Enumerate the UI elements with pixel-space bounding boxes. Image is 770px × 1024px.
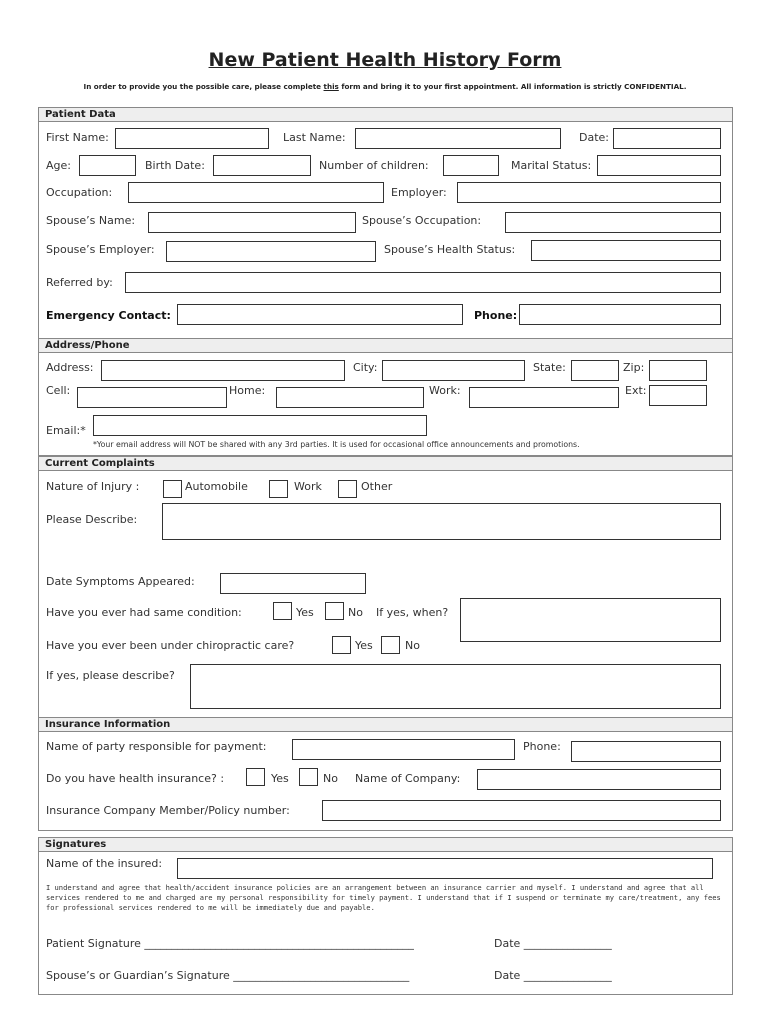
age-label: Age: [46,159,71,172]
state-field[interactable] [571,360,619,381]
employer-field[interactable] [457,182,721,203]
chiropractic-no-label: No [405,639,420,652]
other-injury-label: Other [361,480,393,493]
birth-date-label: Birth Date: [145,159,205,172]
home-label: Home: [229,384,266,397]
ext-field[interactable] [649,385,707,406]
cell-field[interactable] [77,387,227,408]
work-phone-label: Work: [429,384,461,397]
same-condition-yes-checkbox[interactable] [273,602,292,620]
insurance-no-checkbox[interactable] [299,768,318,786]
spouse-occupation-field[interactable] [505,212,721,233]
insured-name-field[interactable] [177,858,713,879]
if-yes-when-label: If yes, when? [376,606,449,619]
chiropractic-yes-label: Yes [355,639,373,652]
guardian-signature-date[interactable]: Date ________________ [494,969,612,982]
first-name-label: First Name: [46,131,109,144]
marital-status-field[interactable] [597,155,721,176]
please-describe-label: Please Describe: [46,513,138,526]
chiropractic-no-checkbox[interactable] [381,636,400,654]
form-title: New Patient Health History Form [208,49,562,71]
current-complaints-header: Current Complaints [39,457,732,471]
cell-label: Cell: [46,384,71,397]
automobile-checkbox[interactable] [163,480,182,498]
work-injury-checkbox[interactable] [269,480,288,498]
birth-date-field[interactable] [213,155,311,176]
email-note: *Your email address will NOT be shared with any 3rd parties. It is used for occasional office announcements and promotions. [93,440,580,449]
same-condition-yes-label: Yes [296,606,314,619]
address-phone-section [38,338,733,456]
spouse-occupation-label: Spouse’s Occupation: [362,214,482,227]
ext-label: Ext: [625,384,647,397]
chiropractic-yes-checkbox[interactable] [332,636,351,654]
work-injury-label: Work [294,480,322,493]
patient-data-header: Patient Data [39,108,732,122]
policy-number-field[interactable] [322,800,721,821]
state-label: State: [533,361,566,374]
chiropractic-care-label: Have you ever been under chiropractic care? [46,639,295,652]
zip-label: Zip: [623,361,645,374]
address-field[interactable] [101,360,345,381]
emergency-phone-label: Phone: [474,309,518,322]
responsible-party-field[interactable] [292,739,515,760]
signatures-header: Signatures [39,838,732,852]
insurance-section [38,717,733,831]
policy-number-label: Insurance Company Member/Policy number: [46,804,290,817]
emergency-contact-field[interactable] [177,304,463,325]
spouse-name-label: Spouse’s Name: [46,214,136,227]
insurance-company-field[interactable] [477,769,721,790]
city-field[interactable] [382,360,525,381]
subtitle-text-end: form and bring it to your first appointment. All information is strictly CONFIDENTIAL. [338,82,687,91]
other-injury-checkbox[interactable] [338,480,357,498]
nature-of-injury-label: Nature of Injury : [46,480,140,493]
subtitle-text: In order to provide you the possible care, please complete [83,82,324,91]
age-field[interactable] [79,155,136,176]
city-label: City: [353,361,378,374]
insurance-no-label: No [323,772,338,785]
occupation-field[interactable] [128,182,384,203]
insurance-header: Insurance Information [39,718,732,732]
date-symptoms-field[interactable] [220,573,366,594]
patient-signature-date[interactable]: Date ________________ [494,937,612,950]
work-phone-field[interactable] [469,387,619,408]
referred-by-field[interactable] [125,272,721,293]
have-insurance-label: Do you have health insurance? : [46,772,225,785]
spouse-name-field[interactable] [148,212,356,233]
address-label: Address: [46,361,94,374]
responsible-party-label: Name of party responsible for payment: [46,740,267,753]
insurance-phone-label: Phone: [523,740,561,753]
patient-signature-line[interactable]: Patient Signature _________________________________________________ [46,937,414,950]
children-field[interactable] [443,155,499,176]
spouse-health-field[interactable] [531,240,721,261]
if-yes-when-field[interactable] [460,598,721,642]
first-name-field[interactable] [115,128,269,149]
subtitle-emphasis: this [323,82,339,91]
employer-label: Employer: [391,186,447,199]
same-condition-no-label: No [348,606,363,619]
current-complaints-section [38,456,733,718]
emergency-phone-field[interactable] [519,304,721,325]
if-yes-describe-label: If yes, please describe? [46,669,175,682]
insurance-company-label: Name of Company: [355,772,461,785]
marital-status-label: Marital Status: [511,159,592,172]
zip-field[interactable] [649,360,707,381]
same-condition-no-checkbox[interactable] [325,602,344,620]
insurance-yes-checkbox[interactable] [246,768,265,786]
last-name-label: Last Name: [283,131,346,144]
referred-by-label: Referred by: [46,276,113,289]
occupation-label: Occupation: [46,186,113,199]
email-label: Email:* [46,424,86,437]
guardian-signature-line[interactable]: Spouse’s or Guardian’s Signature ________________________________ [46,969,410,982]
spouse-employer-field[interactable] [166,241,376,262]
last-name-field[interactable] [355,128,561,149]
form-subtitle [0,82,770,91]
date-label: Date: [579,131,609,144]
children-label: Number of children: [319,159,429,172]
spouse-health-label: Spouse’s Health Status: [384,243,516,256]
address-phone-header: Address/Phone [39,339,732,353]
spouse-employer-label: Spouse’s Employer: [46,243,155,256]
describe-field[interactable] [162,503,721,540]
if-yes-describe-field[interactable] [190,664,721,709]
same-condition-label: Have you ever had same condition: [46,606,242,619]
signatures-section [38,837,733,995]
emergency-contact-label: Emergency Contact: [46,309,171,322]
date-field[interactable] [613,128,721,149]
date-symptoms-label: Date Symptoms Appeared: [46,575,195,588]
insurance-yes-label: Yes [271,772,289,785]
patient-data-section [38,107,733,339]
agreement-text: I understand and agree that health/accident insurance policies are an arrangement between an insurance carrier and myself. I understand and agree that all services rendered to me and charged are my personal responsibility for timely payment. I understand that if I suspend or terminate my care/treatment, any fees for professional services rendered to me will be immediately due and payable. [46,883,721,912]
home-field[interactable] [276,387,424,408]
insured-name-label: Name of the insured: [46,857,163,870]
insurance-phone-field[interactable] [571,741,721,762]
email-field[interactable] [93,415,427,436]
automobile-label: Automobile [185,480,248,493]
